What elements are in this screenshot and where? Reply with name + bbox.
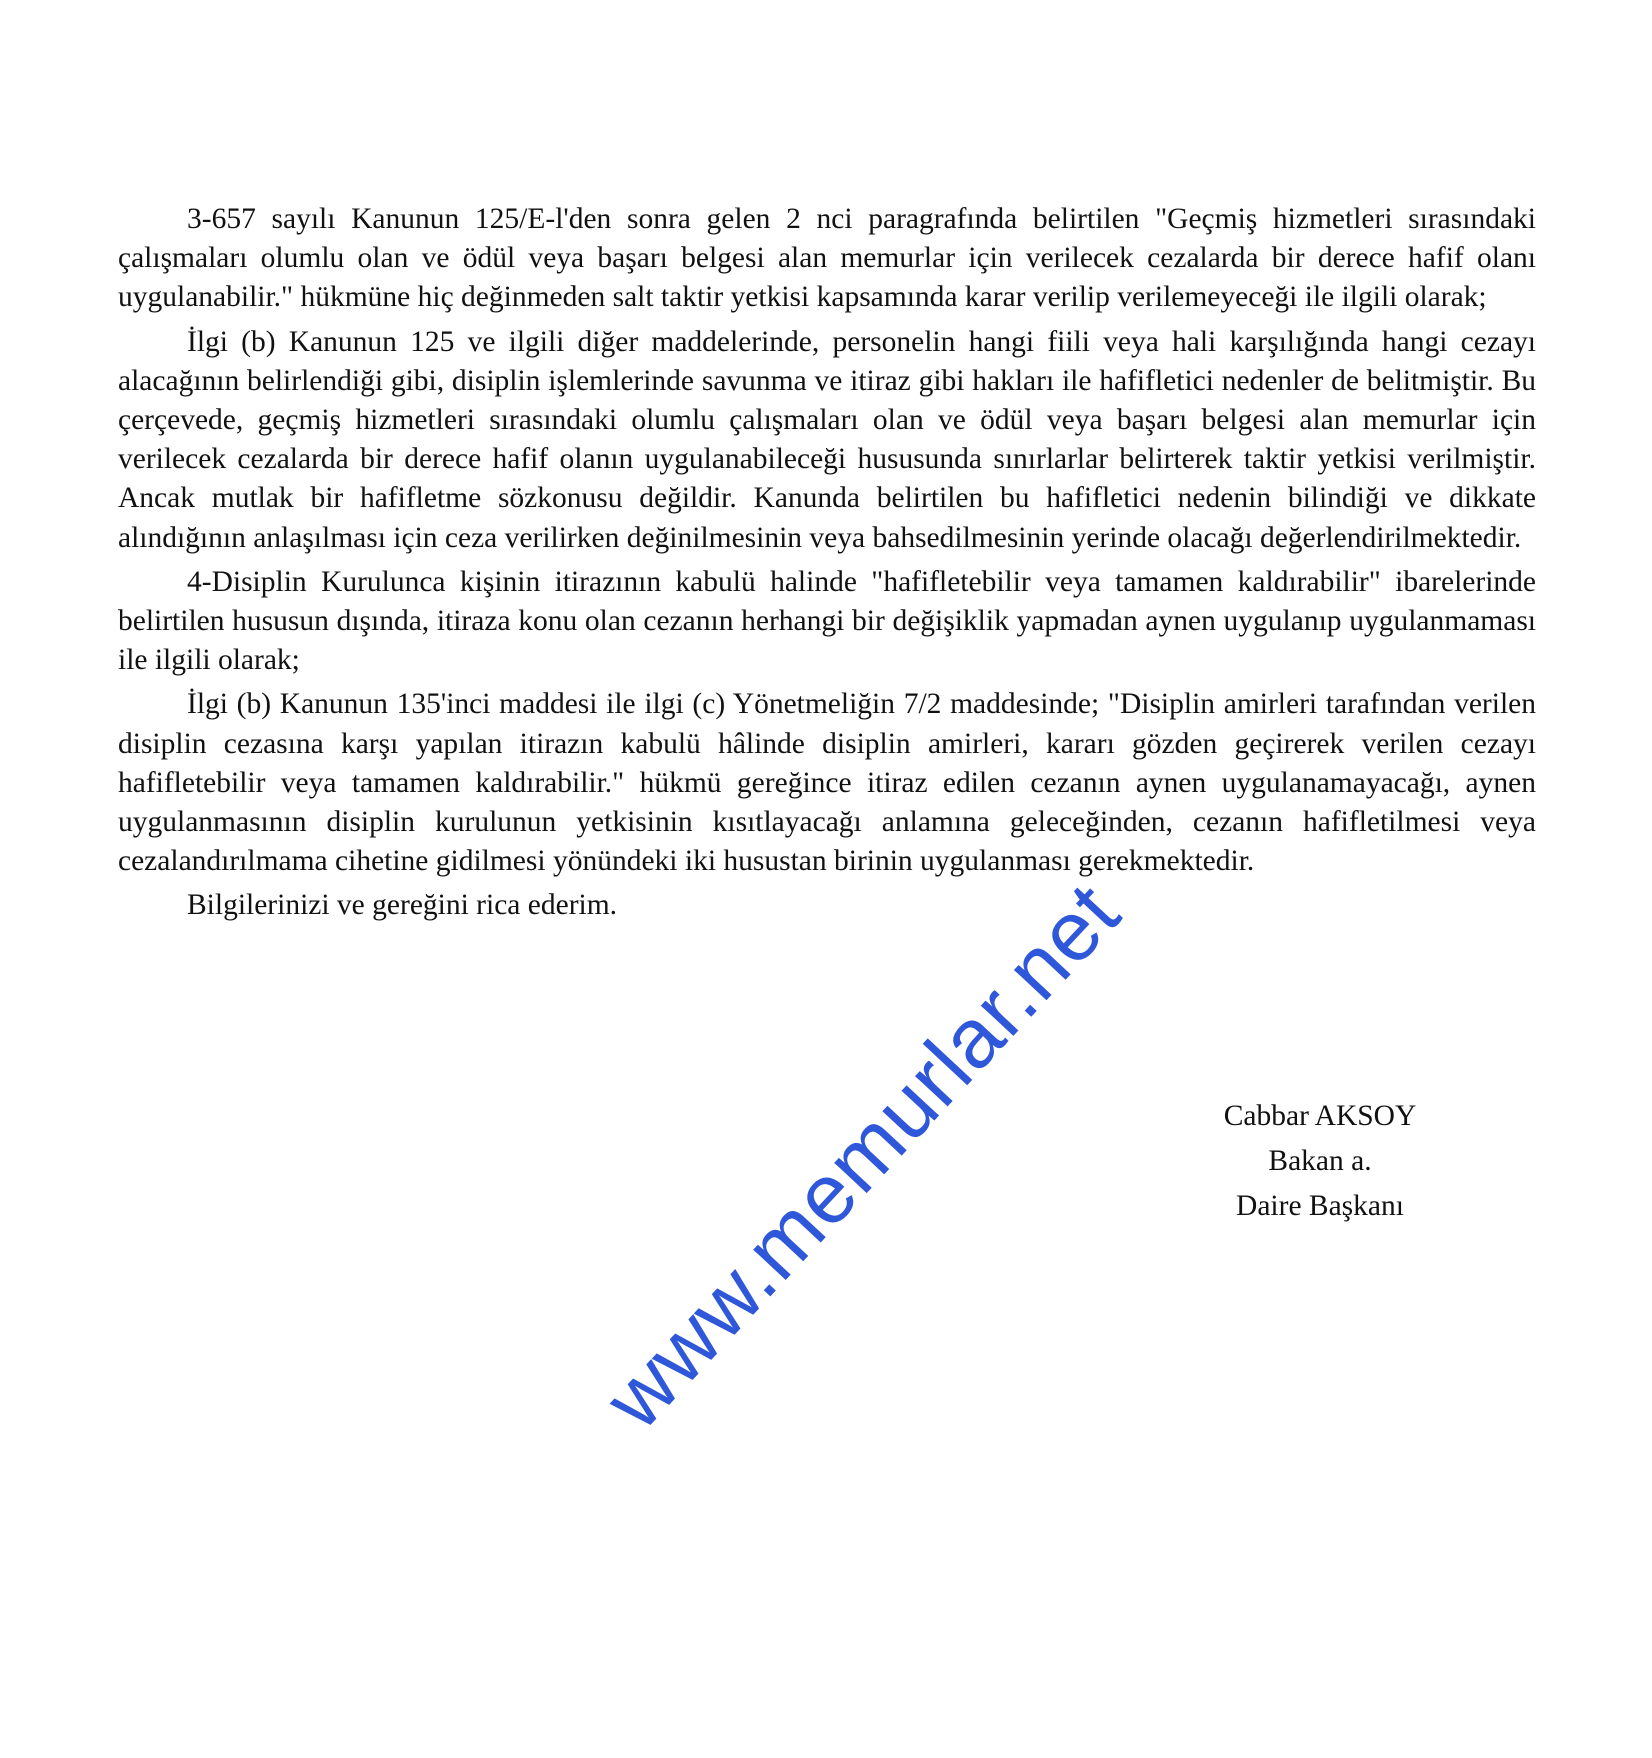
signatory-name: Cabbar AKSOY [1223,1100,1417,1132]
signature-block [1160,1094,1480,1229]
closing-sentence: Bilgilerinizi ve gereğini rica ederim. [187,889,618,922]
paragraph-ilgi-b-135: İlgi (b) Kanunun 135'inci maddesi ile ilgi (c) Yönetmeliğin 7/2 maddesinde; "Disiplin amirleri tarafından verilen disiplin cezasına karşı yapılan itirazın kabulü hâlinde disiplin amirleri, kararı gözden geçirerek verilen cezayı hafifletebilir veya tamamen kaldırabilir." hükmü gereğince itiraz edilen cezanın aynen uygulanamayacağı, aynen uygulanmasının disiplin kurulunun yetkisinin kısıtlayacağı anlamına geleceğinden, cezanın hafifletilmesi veya cezalandırılmama cihetine gidilmesi yönündeki iki husustan birinin uygulanması gerekmektedir. [118,688,1536,878]
letter-body [118,200,1536,926]
paragraph-item-3: 3-657 sayılı Kanunun 125/E-l'den sonra gelen 2 nci paragrafında belirtilen "Geçmiş hizmetleri sırasındaki çalışmaları olumlu olan ve ödül veya başarı belgesi alan memurlar için verilecek cezalarda bir derece hafif olanı uygulanabilir." hükmüne hiç değinmeden salt taktir yetkisi kapsamında karar verilip verilemeyeceği ile ilgili olarak; [118,203,1536,314]
signatory-role: Bakan a. [1268,1145,1372,1177]
signatory-title: Daire Başkanı [1236,1190,1404,1222]
paragraph-ilgi-b-125: İlgi (b) Kanunun 125 ve ilgili diğer maddelerinde, personelin hangi fiili veya hali karşılığında hangi cezayı alacağının belirlendiği gibi, disiplin işlemlerinde savunma ve itiraz gibi hakları ile hafifletici nedenler de belitmiştir. Bu çerçevede, geçmiş hizmetleri sırasındaki olumlu çalışmaları olan ve ödül veya başarı belgesi alan memurlar için verilecek cezalarda bir derece hafif olanın uygulanabileceği hususunda sınırlarlar belirterek taktir yetkisi verilmiştir. Ancak mutlak bir hafifletme sözkonusu değildir. Kanunda belirtilen bu hafifletici nedenin bilindiği ve dikkate alındığının anlaşılması için ceza verilirken değinilmesinin veya bahsedilmesinin yerinde olacağı değerlendirilmektedir. [118,325,1536,554]
paragraph-item-4: 4-Disiplin Kurulunca kişinin itirazının kabulü halinde "hafifletebilir veya tamamen kaldırabilir" ibarelerinde belirtilen hususun dışında, itiraza konu olan cezanın herhangi bir değişiklik yapmadan aynen uygulanıp uygulanmaması ile ilgili olarak; [118,565,1536,677]
watermark-text: www.memurlar.net [586,865,1138,1447]
